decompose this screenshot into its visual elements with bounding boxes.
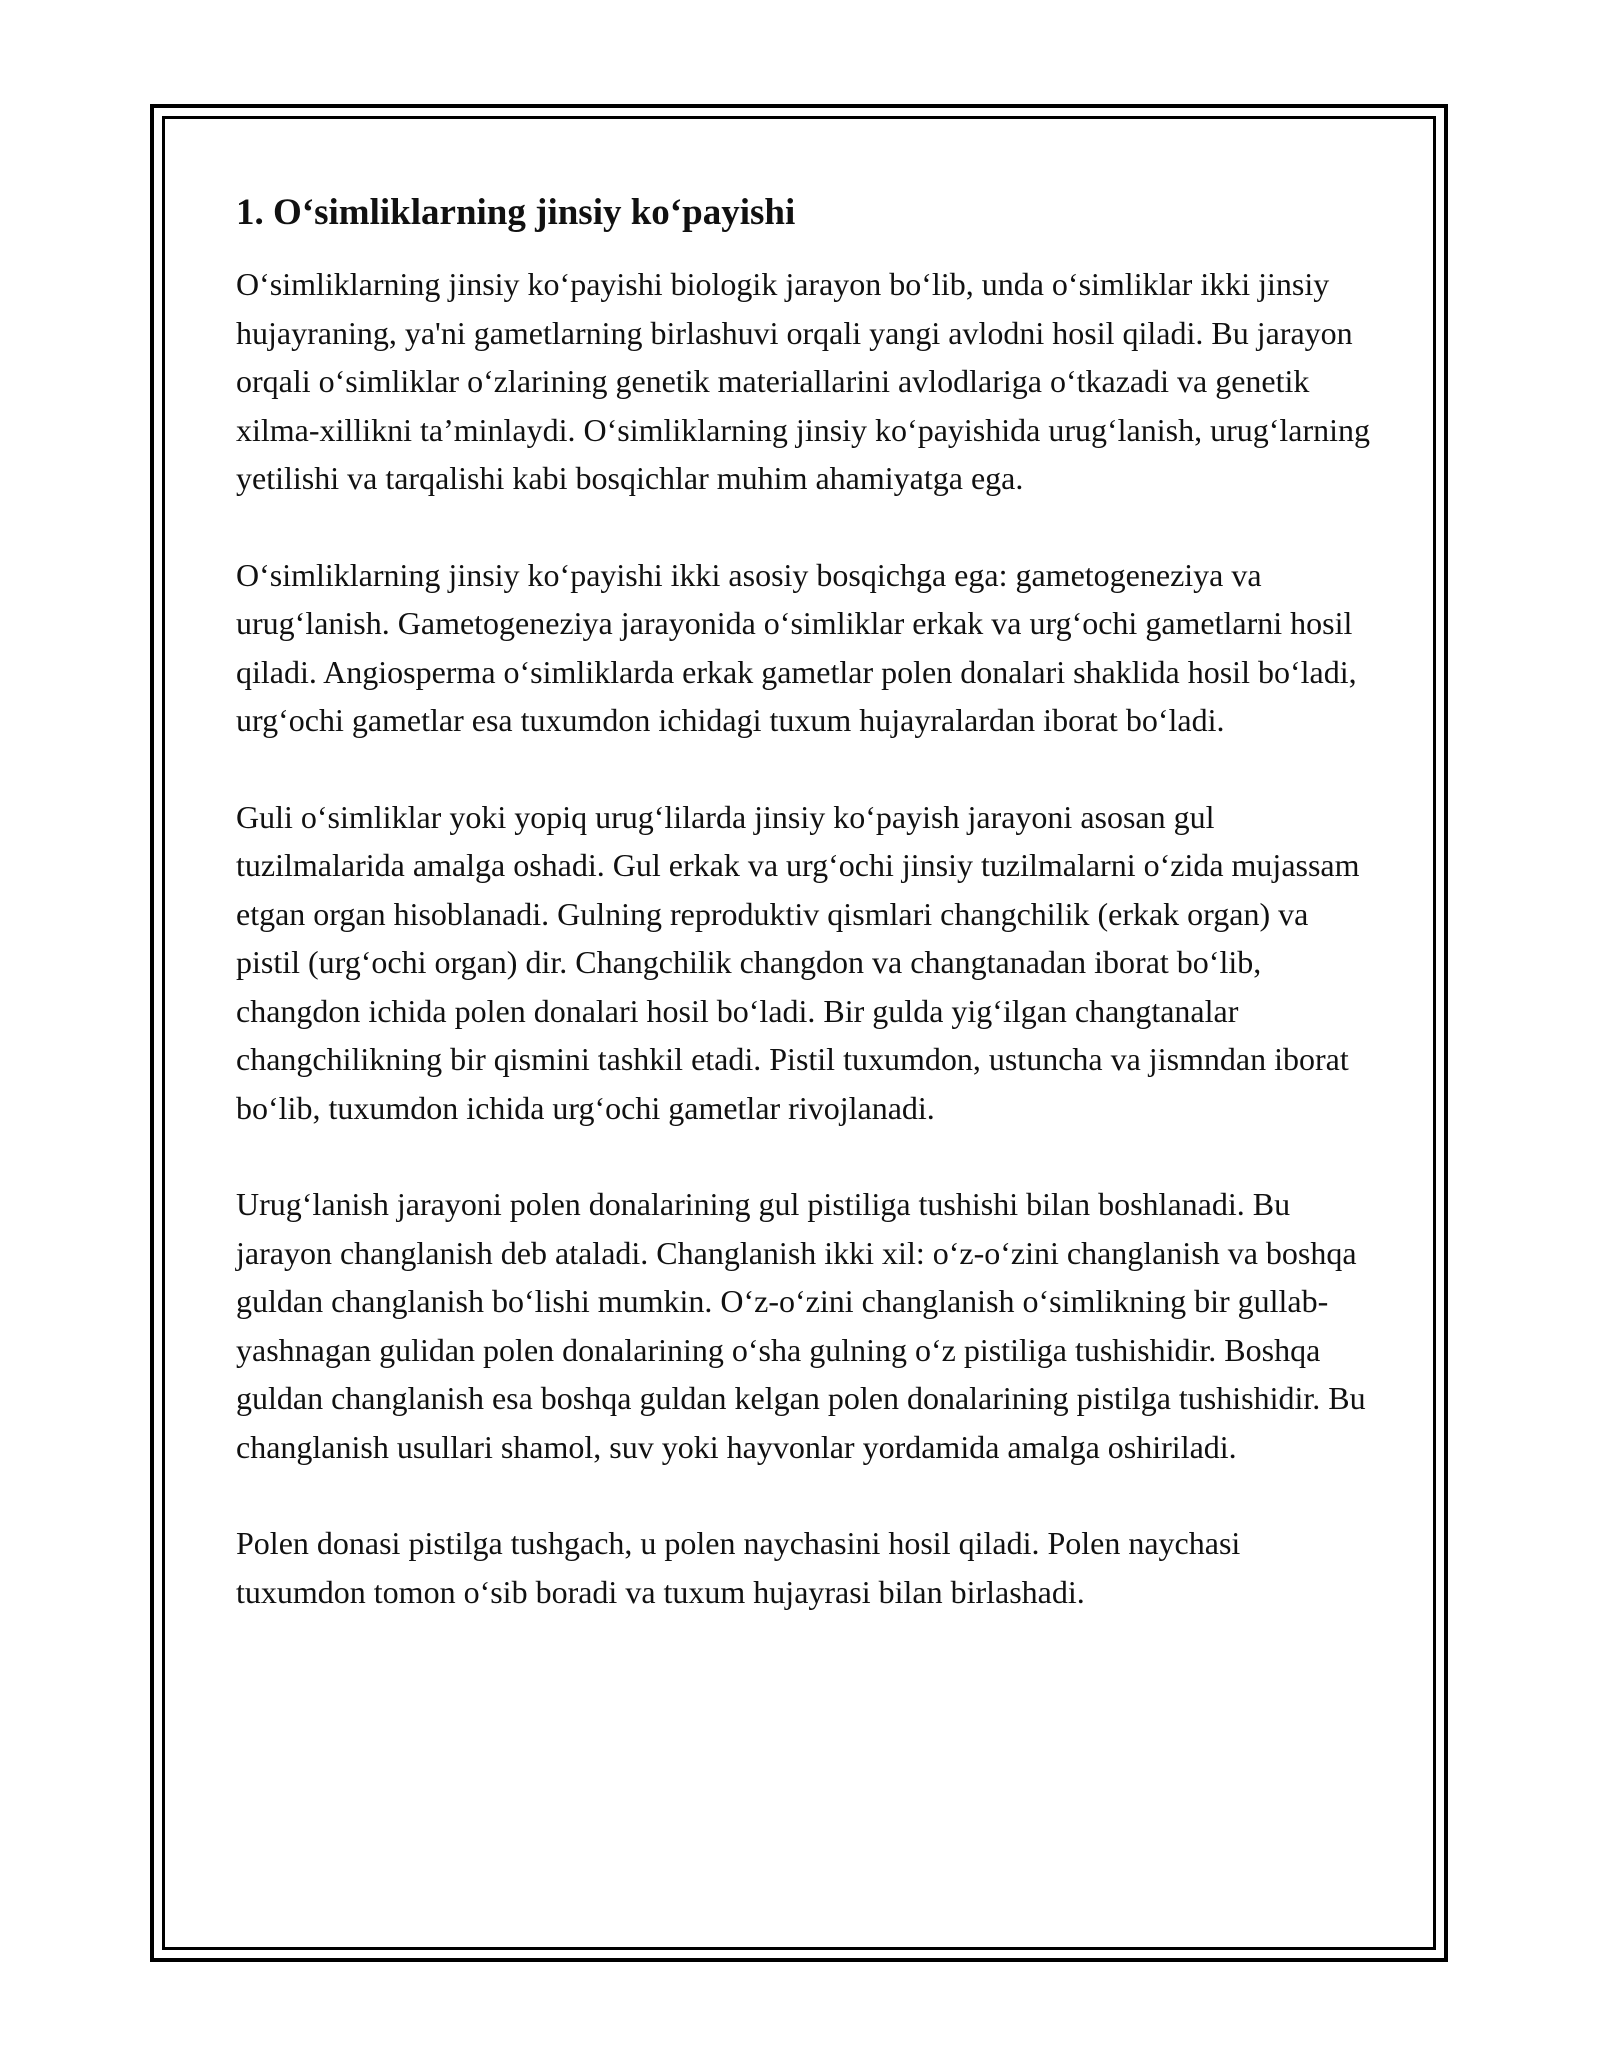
- paragraph-flower-structure: Guli o‘simliklar yoki yopiq urug‘lilarda jinsiy ko‘payish jarayoni asosan gul tuzilmalarida amalga oshadi. Gul erkak va urg‘ochi jinsiy tuzilmalarni o‘zida mujassam etgan organ hisoblanadi. Gulning reproduktiv qismlari changchilik (erkak organ) va pistil (urg‘ochi organ) dir. Changchilik changdon va changtanadan iborat bo‘lib, changdon ichida polen donalari hosil bo‘ladi. Bir gulda yig‘ilgan changtanalar changchilikning bir qismini tashkil etadi. Pistil tuxumdon, ustuncha va jismndan iborat bo‘lib, tuxumdon ichida urg‘ochi gametlar rivojlanadi.: [236, 798, 1360, 1126]
- paragraph-pollen-tube: Polen donasi pistilga tushgach, u polen naychasini hosil qiladi. Polen naychasi tuxumdon tomon o‘sib boradi va tuxum hujayrasi bilan birlashadi.: [236, 1525, 1241, 1610]
- paragraph-stages: O‘simliklarning jinsiy ko‘payishi ikki asosiy bosqichga ega: gametogeneziya va urug‘lanish. Gametogeneziya jarayonida o‘simliklar erkak va urg‘ochi gametlarni hosil qiladi. Angiosperma o‘simliklarda erkak gametlar polen donalari shaklida hosil bo‘ladi, urg‘ochi gametlar esa tuxumdon ichidagi tuxum hujayralardan iborat bo‘ladi.: [236, 556, 1357, 738]
- paragraph-intro: O‘simliklarning jinsiy ko‘payishi biologik jarayon bo‘lib, unda o‘simliklar ikki jinsiy hujayraning, ya'ni gametlarning birlashuvi orqali yangi avlodni hosil qiladi. Bu jarayon orqali o‘simliklar o‘zlarining genetik materiallarini avlodlariga o‘tkazadi va genetik xilma-xillikni ta’minlaydi. O‘simliklarning jinsiy ko‘payishida urug‘lanish, urug‘larning yetilishi va tarqalishi kabi bosqichlar muhim ahamiyatga ega.: [236, 266, 1371, 496]
- paragraph-pollination: Urug‘lanish jarayoni polen donalarining gul pistiliga tushishi bilan boshlanadi. Bu jarayon changlanish deb ataladi. Changlanish ikki xil: o‘z-o‘zini changlanish va boshqa guldan changlanish bo‘lishi mumkin. O‘z-o‘zini changlanish o‘simlikning bir gullab-yashnagan gulidan polen donalarining o‘sha gulning o‘z pistiliga tushishidir. Boshqa guldan changlanish esa boshqa guldan kelgan polen donalarining pistilga tushishidir. Bu changlanish usullari shamol, suv yoki hayvonlar yordamida amalga oshiriladi.: [236, 1186, 1366, 1465]
- section-heading: 1. O‘simliklarning jinsiy ko‘payishi: [236, 192, 796, 233]
- document-body: [236, 188, 1376, 1664]
